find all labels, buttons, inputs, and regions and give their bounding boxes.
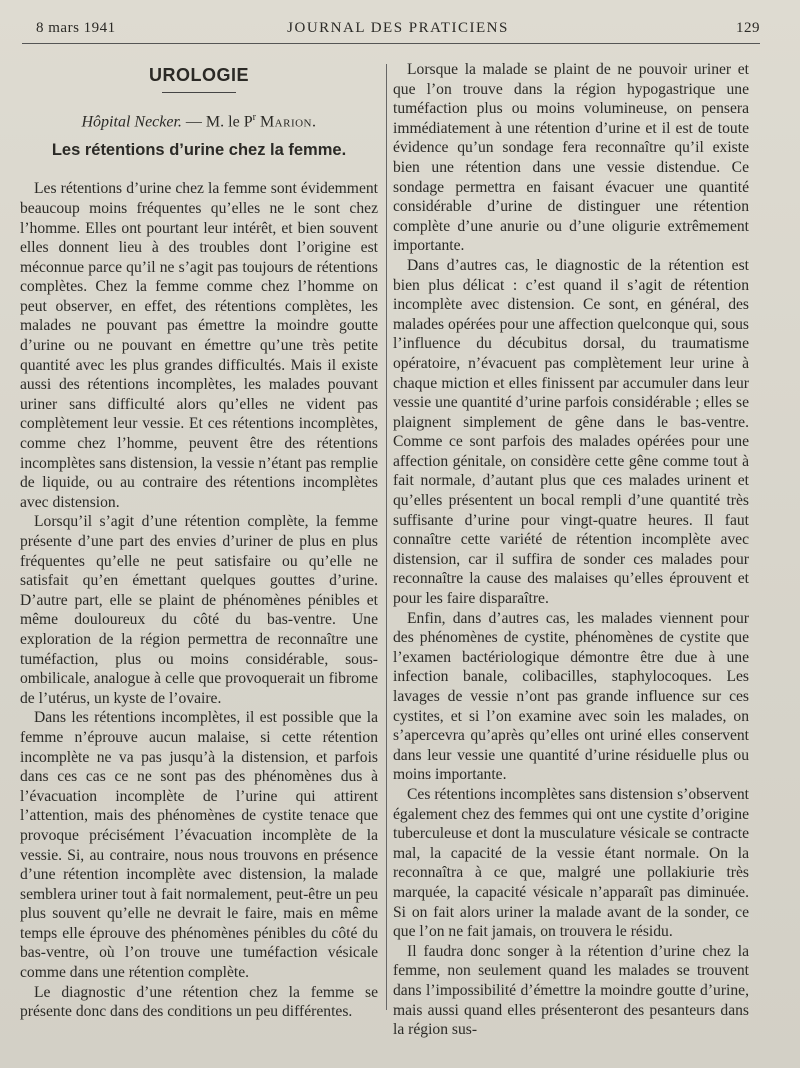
section-title-rule — [162, 92, 236, 93]
header-rule — [22, 43, 760, 44]
hospital-name: Hôpital Necker. — [81, 113, 182, 131]
paragraph: Lorsque la malade se plaint de ne pouvoir uriner et que l’on trouve dans la région hypogastrique une tuméfaction plus ou moins volumineuse, on pensera immédiatement à une rétention d’urine et il est de toute évidence qu’un sondage fera reconnaître qu’il existe bien une rétention dans une vessie distendue. Ce sondage permettra en faisant évacuer une quantité considérable d’urine de distinguer une rétention complète d’une anurie ou d’une oligurie extrêmement importante. — [393, 61, 749, 255]
right-column — [393, 60, 749, 1040]
page-number: 129 — [736, 20, 760, 36]
author-title-sup: r — [252, 112, 256, 123]
column-divider — [386, 64, 387, 1010]
paragraph: Ces rétentions incomplètes sans distension s’observent également chez des femmes qui ont une cystite d’origine tuberculeuse et dont la musculature vésicale se contracte mal, la capacité de la vessie étant normale. On la reconnaîtra à ce que, malgré une pollakiurie très marquée, la capacité vésicale n’apparaît pas diminuée. Si on fait alors uriner la malade avant de la sonder, ce que l’on ne fait jamais, on trouvera le résidu. — [393, 785, 749, 941]
paragraph: Enfin, dans d’autres cas, les malades viennent pour des phénomènes de cystite, phénomènes de cystite que l’examen bactériologique démontre être due à une infection banale, colibacilles, staphylocoques. Les lavages de vessie n’ont pas grande influence sur ces cystites, et si l’on examine avec soin les malades, on s’apercevra qu’après qu’elles ont uriné elles conservent dans leur vessie une quantité d’urine résiduelle plus ou moins importante. — [393, 609, 749, 784]
paragraph: Les rétentions d’urine chez la femme sont évidemment beaucoup moins fréquentes qu’elles ne le sont chez l’homme. Elles ont pourtant leur intérêt, et bien souvent elles donnent lieu à des troubles dont l’origine est méconnue parce qu’il ne s’agit pas toujours de rétentions complètes. Chez la femme comme chez l’homme on peut observer, en effet, des rétentions complètes, les malades ne pouvant pas émettre la moindre goutte d’urine ou ne pouvant en émettre qu’une très petite quantité avec les plus grandes difficultés. Mais il existe aussi des rétentions incomplètes, les malades pouvant uriner sans difficulté alors qu’elles ne vident pas complètement leur vessie. Et ces rétentions incomplètes, comme chez l’homme, peuvent être des rétentions incomplètes sans distension, la vessie n’étant pas remplie de liquide, ou au contraire des rétentions incomplètes avec distension. — [20, 180, 378, 511]
paragraph: Il faudra donc songer à la rétention d’urine chez la femme, non seulement quand les malades se trouvent dans l’impossibilité d’émettre la moindre goutte d’urine, mais aussi quand elles présenteront des pesanteurs dans la région sus- — [393, 942, 749, 1039]
section-title: UROLOGIE — [148, 65, 249, 85]
left-column — [20, 60, 378, 1022]
running-head — [36, 20, 760, 40]
journal-name: JOURNAL DES PRATICIENS — [287, 20, 509, 36]
author-prefix: — M. le P — [185, 113, 253, 131]
paragraph: Dans les rétentions incomplètes, il est possible que la femme n’éprouve aucun malaise, si cette rétention incomplète ne va pas jusqu’à la distension, et parfois dans ces cas ce ne sont pas des phénomènes dus à l’évacuation incomplète de l’urine qui attirent l’attention, mais des phénomènes de cystite tenace que provoque précisément l’évacuation incomplète de la vessie. Si, au contraire, nous nous trouvons en présence d’une rétention incomplète avec distension, la malade semblera uriner tout à fait normalement, peut-être un peu plus souvent qu’elle ne devrait le faire, mais en même temps elle éprouve des phénomènes pénibles du côté du bas-ventre, où l’on trouve une tuméfaction vésicale comme dans une rétention complète. — [20, 709, 378, 982]
paragraph: Lorsqu’il s’agit d’une rétention complète, la femme présente d’une part des envies d’uriner de plus en plus fréquentes qu’elle ne peut satisfaire ou qu’elle ne satisfait qu’en émettant quelques gouttes d’urine. D’autre part, elle se plaint de phénomènes pénibles et même douloureux du côté du bas-ventre. Une exploration de la région permettra de reconnaître une tuméfaction, plus ou moins considérable, sous-ombilicale, analogue à celle que provoquerait un fibrome de l’utérus, un kyste de l’ovaire. — [20, 513, 378, 707]
article-title: Les rétentions d’urine chez la femme. — [51, 141, 347, 160]
issue-date: 8 mars 1941 — [36, 20, 116, 36]
paragraph: Dans d’autres cas, le diagnostic de la rétention est bien plus délicat : c’est quand il s’agit de rétention incomplète avec distension. Ce sont, en général, des malades opérées pour une affection quelconque qui, sous l’influence du décubitus dorsal, du traumatisme opératoire, n’évacuent pas complètement leur urine à chaque miction et elles finissent par accumuler dans leur vessie une quantité d’urine parfois considérable ; elles se plaignent simplement de gêne dans le bas-ventre. Comme ce sont parfois des malades opérées pour une affection génitale, on considère cette gêne comme tout à fait normale, d’autant plus que ces malades urinent et qu’elles présentent un bocal rempli d’une quantité très suffisante d’urine pour vingt-quatre heures. Il faut connaître cette variété de rétention incomplète avec distension, car il suffira de sonder ces malades pour reconnaître la cause des malaises qu’elles éprouvent et pour les faire disparaître. — [393, 256, 749, 608]
hospital-line — [20, 108, 378, 132]
author-name: Marion. — [259, 113, 317, 131]
paragraph: Le diagnostic d’une rétention chez la femme se présente donc dans des conditions un peu différentes. — [20, 983, 378, 1021]
